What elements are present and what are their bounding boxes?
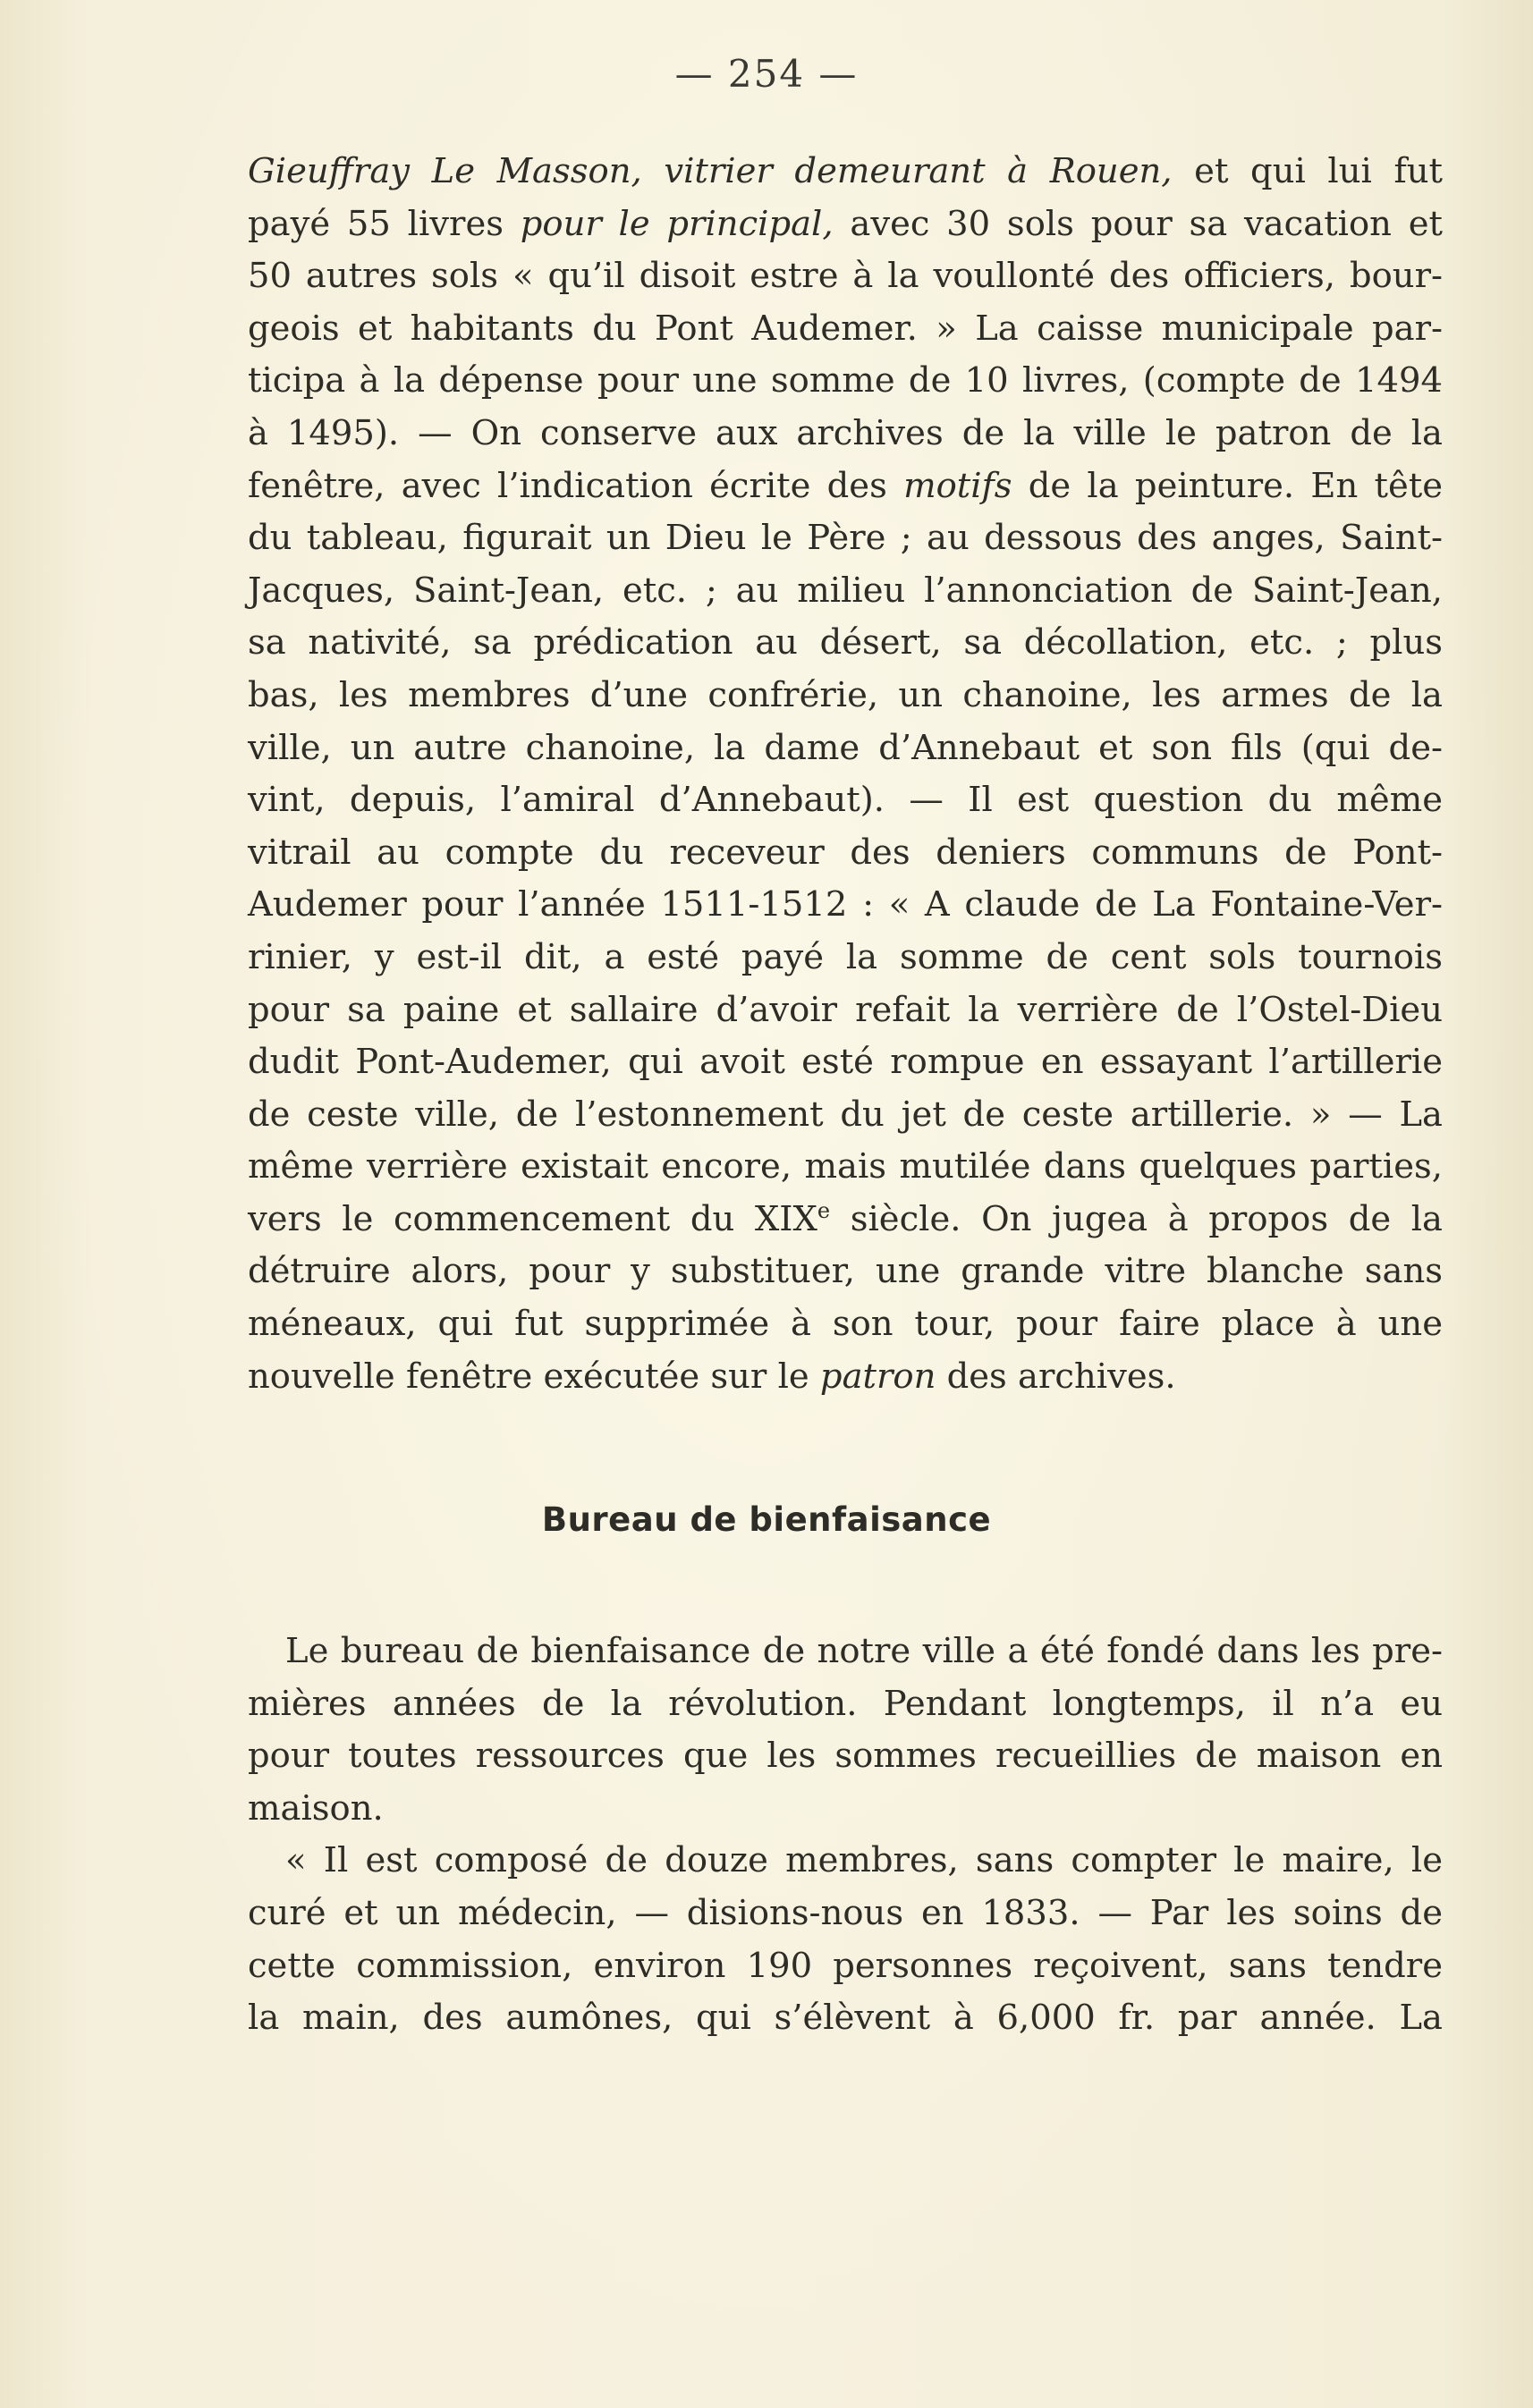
text-run: la main, des aumônes, qui s’élèvent à 6,000 fr. par année. La (248, 1998, 1443, 2039)
text-line (248, 932, 1443, 984)
text-run: Le bureau de bienfaisance de notre ville a été fondé dans les pre- (285, 1631, 1443, 1671)
text-line (248, 1351, 1443, 1404)
italic-text-run: pour le principal, (520, 203, 834, 244)
page-number: — 254 — (674, 52, 859, 96)
text-run: pour toutes ressources que les sommes recueillies de maison en (248, 1736, 1443, 1777)
text-line (248, 512, 1443, 565)
text-run: maison. (248, 1787, 384, 1829)
text-run: détruire alors, pour y substituer, une grande vitre blanche sans (248, 1251, 1443, 1292)
text-run: vers le commencement du XIX (248, 1198, 817, 1239)
text-line (248, 1298, 1443, 1351)
continued-paragraph (248, 146, 1443, 1403)
text-line (248, 774, 1443, 827)
text-line (248, 199, 1443, 251)
text-run: à 1495). — On conserve aux archives de la ville le patron de la (248, 412, 1443, 453)
text-run: bas, les membres d’une confrérie, un chanoine, les armes de la (248, 674, 1443, 715)
superscript: e (817, 1198, 831, 1224)
text-run: de la peinture. En tête (1012, 465, 1444, 506)
text-line (248, 1089, 1443, 1142)
text-line (248, 1940, 1443, 1993)
text-run: mières années de la révolution. Pendant longtemps, il n’a eu (248, 1683, 1443, 1724)
text-line (248, 408, 1443, 460)
text-run: payé 55 livres (248, 203, 521, 244)
text-run: du tableau, figurait un Dieu le Père ; au dessous des anges, Saint- (248, 518, 1443, 559)
text-run: avec 30 sols pour sa vacation et (833, 203, 1443, 244)
text-run: pour sa paine et sallaire d’avoir refait la verrière de l’Ostel-Dieu (248, 989, 1443, 1030)
text-line (248, 670, 1443, 722)
text-run: ticipa à la dépense pour une somme de 10 livres, (compte de 1494 (248, 360, 1443, 401)
text-run: siècle. On jugea à propos de la (830, 1198, 1443, 1239)
text-run: cette commission, environ 190 personnes reçoivent, sans tendre (248, 1945, 1443, 1986)
text-line (248, 355, 1443, 408)
text-line (248, 1141, 1443, 1194)
text-run: vint, depuis, l’amiral d’Annebaut). — Il est question du même (248, 780, 1443, 821)
text-run: sa nativité, sa prédication au désert, sa décollation, etc. ; plus (248, 622, 1443, 663)
bureau-de-bienfaisance-paragraphs (248, 1626, 1443, 2045)
text-line (248, 617, 1443, 670)
text-line (248, 879, 1443, 932)
text-run: geois et habitants du Pont Audemer. » La caisse municipale par- (248, 308, 1443, 349)
text-run: Audemer pour l’année 1511-1512 : « A claude de La Fontaine-Ver- (248, 884, 1443, 925)
text-run: et qui lui fut (1172, 151, 1443, 191)
text-run: fenêtre, avec l’indication écrite des (248, 465, 904, 506)
text-run: vitrail au compte du receveur des deniers communs de Pont- (248, 832, 1443, 873)
text-line (248, 1246, 1443, 1298)
text-run: « Il est composé de douze membres, sans compter le maire, le (285, 1840, 1443, 1881)
text-line (248, 250, 1443, 303)
text-line (248, 1194, 1443, 1246)
text-line (248, 984, 1443, 1037)
text-run: même verrière existait encore, mais mutilée dans quelques parties, (248, 1146, 1443, 1187)
text-run: 50 autres sols « qu’il disoit estre à la voullonté des officiers, bour- (248, 256, 1443, 297)
text-run: des archives. (936, 1356, 1176, 1397)
text-run: rinier, y est-il dit, a esté payé la somme de cent sols tournois (248, 936, 1443, 977)
text-run: ville, un autre chanoine, la dame d’Annebaut et son fils (qui de- (248, 727, 1443, 768)
text-line (248, 1783, 1443, 1836)
text-line (248, 1730, 1443, 1783)
text-run: de ceste ville, de l’estonnement du jet de ceste artillerie. » — La (248, 1094, 1443, 1135)
text-run: dudit Pont-Audemer, qui avoit esté rompue en essayant l’artillerie (248, 1042, 1443, 1083)
text-line (248, 460, 1443, 513)
text-run: méneaux, qui fut supprimée à son tour, pour faire place à une (248, 1304, 1443, 1345)
text-line (248, 1678, 1443, 1731)
italic-text-run: motifs (903, 465, 1012, 506)
text-line (248, 722, 1443, 775)
text-run: curé et un médecin, — disions-nous en 1833. — Par les soins de (248, 1892, 1443, 1933)
text-line (248, 303, 1443, 356)
text-line (248, 827, 1443, 880)
text-line (248, 1992, 1443, 2045)
text-run: nouvelle fenêtre exécutée sur le (248, 1356, 820, 1397)
text-line (248, 146, 1443, 199)
text-line (248, 1626, 1443, 1678)
italic-text-run: Gieuffray Le Masson, vitrier demeurant à Rouen, (248, 151, 1173, 191)
text-line (248, 1036, 1443, 1089)
text-line (248, 565, 1443, 618)
text-run: Jacques, Saint-Jean, etc. ; au milieu l’annonciation de Saint-Jean, (248, 570, 1443, 611)
text-line (248, 1888, 1443, 1940)
text-line (248, 1835, 1443, 1888)
section-heading: Bureau de bienfaisance (541, 1500, 992, 1539)
italic-text-run: patron (819, 1356, 936, 1397)
